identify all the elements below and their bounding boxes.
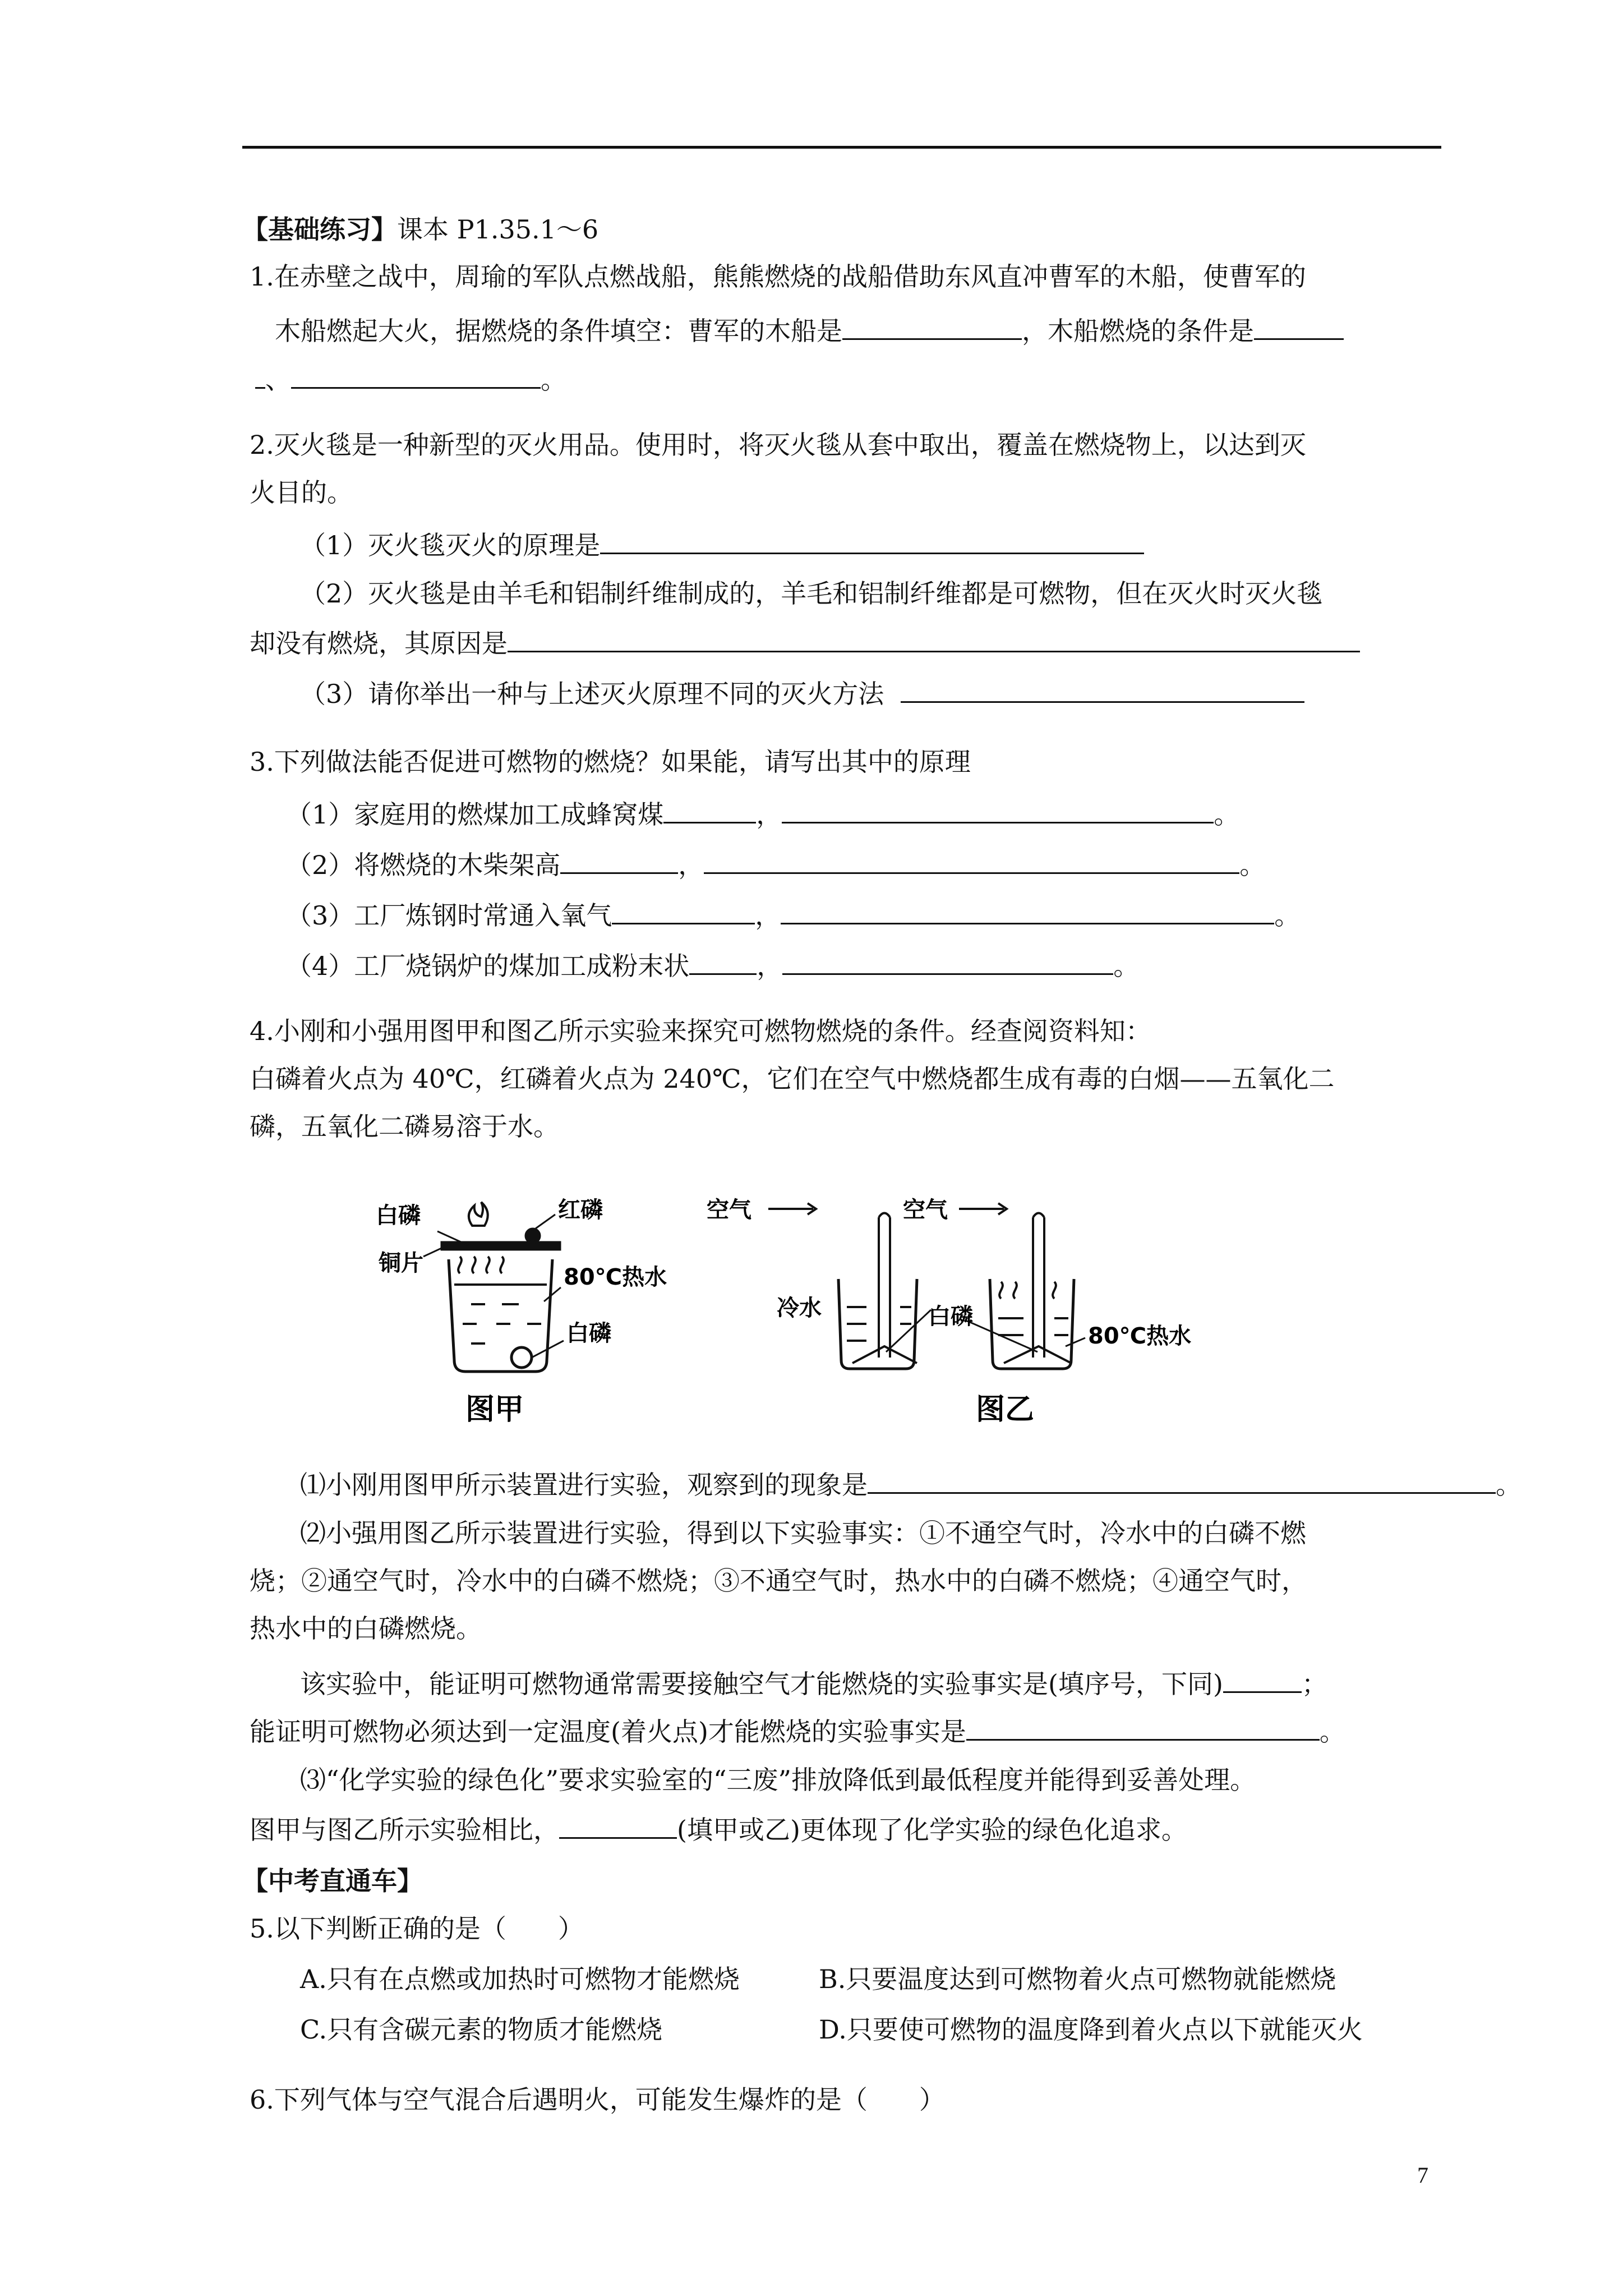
experiment-figure — [365, 1189, 1318, 1447]
funnel-cold — [852, 1346, 917, 1363]
q3-sub2-text: （2）将燃烧的木柴架高 — [286, 850, 561, 880]
q3-blank-2b[interactable] — [704, 850, 1239, 874]
q4-part3-text-b: (填甲或乙)更体现了化学实验的绿色化追求。 — [677, 1815, 1187, 1845]
label-copper: 铜片 — [379, 1250, 423, 1276]
label-white-p: 白磷 — [376, 1203, 421, 1228]
comma: ， — [755, 900, 781, 931]
q4-blank-4[interactable] — [559, 1815, 677, 1839]
q4-part2-line4 — [300, 1669, 1327, 1697]
textbook-ref: 课本 P1.35.1～6 — [397, 214, 599, 245]
q1-blank-2-cont[interactable] — [255, 365, 265, 389]
q3-blank-3b[interactable] — [781, 900, 1274, 924]
q1-line3 — [255, 365, 566, 393]
q4-part2-line2: 烧；②通空气时，冷水中的白磷不燃烧；③不通空气时，热水中的白磷不燃烧；④通空气时， — [250, 1566, 1307, 1596]
label-white-p-jia2: 白磷 — [566, 1320, 611, 1346]
semicolon: ； — [1301, 1669, 1327, 1699]
q2-line1: 2.灭火毯是一种新型的灭火用品。使用时，将灭火毯从套中取出，覆盖在燃烧物上，以达到灭 — [250, 430, 1306, 460]
q4-part2-line1: ⑵小强用图乙所示装置进行实验，得到以下实验事实：①不通空气时，冷水中的白磷不燃 — [300, 1518, 1306, 1548]
q4-blank-2[interactable] — [1223, 1669, 1302, 1693]
q1-blank-1[interactable] — [842, 316, 1022, 340]
q4-part2-line5 — [250, 1717, 1345, 1745]
caption-yi: 图乙 — [976, 1393, 1035, 1427]
label-air-2: 空气 — [903, 1197, 948, 1223]
label-hot-water-jia: 80℃热水 — [564, 1264, 667, 1290]
q3-sub1-text: （1）家庭用的燃煤加工成蜂窝煤 — [286, 799, 664, 830]
q4-part2-line3: 热水中的白磷燃烧。 — [250, 1613, 482, 1644]
q3-blank-3a[interactable] — [612, 900, 755, 924]
q1-blank-3[interactable] — [291, 365, 541, 389]
q5-option-c[interactable]: C.只有含碳元素的物质才能燃烧 — [300, 2014, 663, 2045]
q5-option-d[interactable]: D.只要使可燃物的温度降到着火点以下就能灭火 — [819, 2014, 1363, 2045]
q2-sub1 — [300, 530, 1144, 558]
q2-sub2-text: 却没有燃烧，其原因是 — [250, 628, 508, 659]
copper-plate — [442, 1243, 560, 1249]
header-rule — [242, 146, 1441, 149]
leader-copper — [423, 1245, 448, 1257]
q4-blank-1[interactable] — [868, 1470, 1496, 1494]
white-phosphorus-water — [511, 1347, 532, 1368]
label-hot-water-yi: 80℃热水 — [1088, 1323, 1192, 1349]
q4-part1-text: ⑴小刚用图甲所示装置进行实验，观察到的现象是 — [300, 1470, 868, 1500]
q4-blank-3[interactable] — [966, 1717, 1320, 1741]
q5-stem: 5.以下判断正确的是（ ） — [250, 1913, 584, 1944]
q4-line3: 磷，五氧化二磷易溶于水。 — [250, 1111, 559, 1142]
q1-text-b: ，木船燃烧的条件是 — [1022, 316, 1254, 346]
q6-stem: 6.下列气体与空气混合后遇明火，可能发生爆炸的是（ ） — [250, 2085, 945, 2115]
figure-jia — [423, 1202, 564, 1372]
q4-line2: 白磷着火点为 40℃，红磷着火点为 240℃，它们在空气中燃烧都生成有毒的白烟——五氧化二 — [250, 1064, 1335, 1094]
q4-part3-line2 — [250, 1815, 1187, 1843]
steam-hot — [999, 1282, 1056, 1299]
q4-line1: 4.小刚和小强用图甲和图乙所示实验来探究可燃物燃烧的条件。经查阅资料知： — [250, 1016, 1151, 1046]
page-number: 7 — [1417, 2162, 1428, 2188]
q2-blank-2[interactable] — [508, 628, 1360, 652]
label-air-1: 空气 — [707, 1197, 751, 1223]
leader-white-p-yi2 — [967, 1321, 1038, 1352]
q1-text-d: 。 — [541, 365, 566, 395]
q3-blank-1a[interactable] — [663, 799, 756, 823]
q2-sub3 — [300, 679, 1304, 707]
comma: ， — [678, 850, 704, 880]
q1-line1: 1.在赤壁之战中，周瑜的军队点燃战船，熊熊燃烧的战船借助东风直冲曹军的木船，使曹军的 — [250, 261, 1306, 292]
q2-sub1-text: （1）灭火毯灭火的原理是 — [300, 530, 601, 560]
q3-blank-1b[interactable] — [782, 799, 1214, 823]
water-lines — [454, 1285, 547, 1343]
q2-blank-3[interactable] — [901, 679, 1304, 703]
leader-red-p — [536, 1214, 555, 1228]
section-basic-practice — [242, 214, 599, 245]
q1-text-a: 木船燃起大火，据燃烧的条件填空：曹军的木船是 — [275, 316, 842, 346]
leader-white-p-yi — [886, 1310, 931, 1352]
leader-hot-yi — [1066, 1338, 1085, 1346]
q3-line1: 3.下列做法能否促进可燃物的燃烧？如果能，请写出其中的原理 — [250, 747, 971, 777]
q2-sub3-text: （3）请你举出一种与上述灭火原理不同的灭火方法 — [300, 679, 884, 709]
q3-sub1 — [286, 799, 1240, 830]
section-header: 【基础练习】 — [242, 214, 397, 245]
q3-blank-4a[interactable] — [689, 951, 757, 975]
comma: ， — [756, 799, 782, 830]
q4-part2-question-a: 该实验中，能证明可燃物通常需要接触空气才能燃烧的实验事实是(填序号，下同) — [300, 1669, 1223, 1699]
period: 。 — [1113, 951, 1140, 981]
tube-cold — [879, 1213, 890, 1358]
q1-blank-2[interactable] — [1254, 316, 1344, 340]
q1-line2 — [275, 316, 1344, 344]
q5-option-a[interactable]: A.只有在点燃或加热时可燃物才能燃烧 — [300, 1964, 740, 1994]
q1-text-c: 、 — [265, 365, 291, 395]
flame-icon — [469, 1202, 488, 1226]
q5-option-b[interactable]: B.只要温度达到可燃物着火点可燃物就能燃烧 — [819, 1964, 1336, 1994]
q2-sub2-line2 — [250, 628, 1360, 659]
caption-jia: 图甲 — [465, 1393, 524, 1427]
label-red-p: 红磷 — [558, 1197, 603, 1223]
q3-blank-2a[interactable] — [560, 850, 678, 874]
steam-lines — [458, 1257, 504, 1273]
q2-blank-1[interactable] — [600, 530, 1144, 554]
q4-part2-question-b: 能证明可燃物必须达到一定温度(着火点)才能燃烧的实验事实是 — [250, 1717, 966, 1747]
comma: ， — [757, 951, 783, 981]
red-phosphorus — [526, 1229, 540, 1243]
section-exam-header: 【中考直通车】 — [242, 1866, 423, 1896]
q3-sub3-text: （3）工厂炼钢时常通入氧气 — [286, 900, 612, 931]
funnel-hot — [1004, 1346, 1071, 1363]
tube-hot — [1033, 1213, 1044, 1358]
q2-sub2-line1: （2）灭火毯是由羊毛和铝制纤维制成的，羊毛和铝制纤维都是可燃物，但在灭火时灭火毯 — [300, 578, 1323, 609]
q3-sub4 — [286, 951, 1139, 979]
period: 。 — [1274, 900, 1301, 931]
q4-part3-line1: ⑶“化学实验的绿色化”要求实验室的“三废”排放降低到最低程度并能得到妥善处理。 — [300, 1765, 1256, 1795]
period: 。 — [1214, 799, 1240, 830]
label-cold-water: 冷水 — [777, 1295, 822, 1321]
period: 。 — [1319, 1717, 1345, 1747]
q3-sub3 — [286, 900, 1301, 931]
q3-blank-4b[interactable] — [782, 951, 1113, 975]
q2-line2: 火目的。 — [250, 477, 353, 508]
period: 。 — [1239, 850, 1266, 880]
q3-sub2 — [286, 850, 1265, 878]
leader-hot-water — [544, 1287, 561, 1301]
q3-sub4-text: （4）工厂烧锅炉的煤加工成粉末状 — [286, 951, 690, 981]
q4-part3-text-a: 图甲与图乙所示实验相比， — [250, 1815, 559, 1845]
period: 。 — [1496, 1470, 1521, 1500]
figure-yi — [768, 1203, 1085, 1369]
label-white-p-yi: 白磷 — [928, 1304, 973, 1329]
q4-part1 — [300, 1470, 1521, 1498]
